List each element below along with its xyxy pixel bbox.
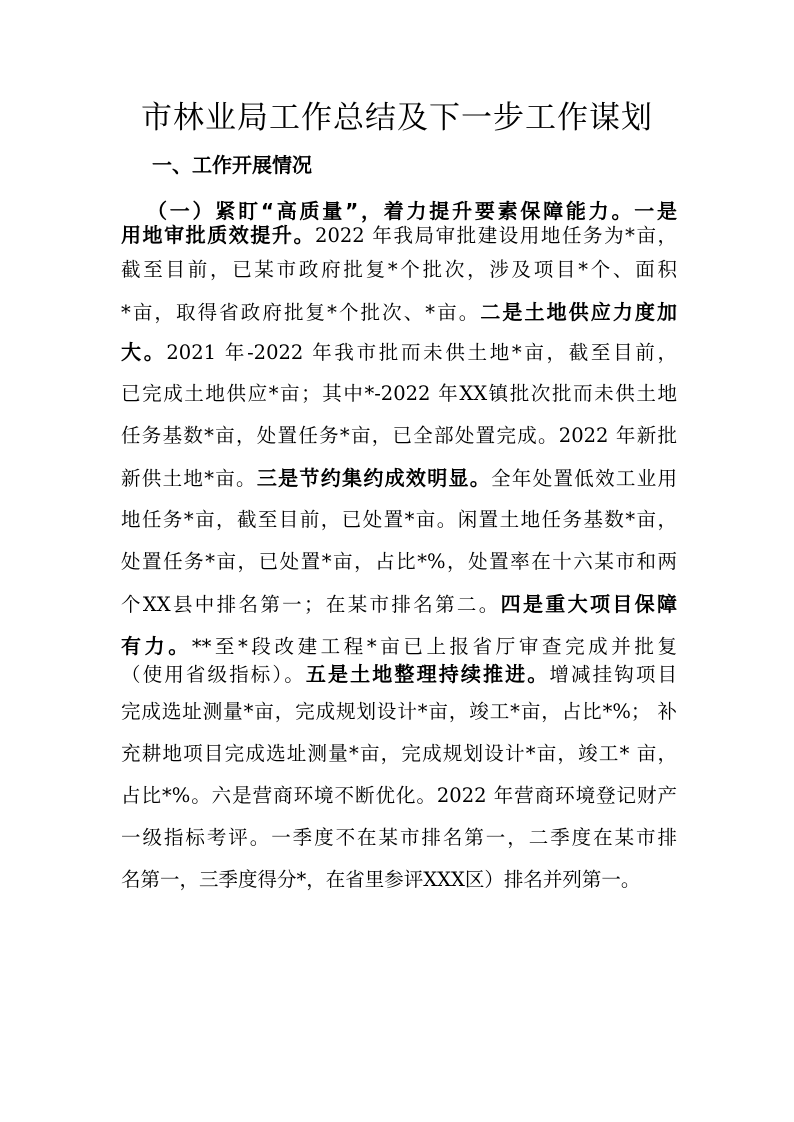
body-text: 名第一，三季度得分*，在省里参评XXX区）排名并列第一。 xyxy=(121,868,641,891)
paragraph-line xyxy=(121,422,677,450)
paragraph-line xyxy=(121,256,677,284)
paragraph-line xyxy=(121,632,677,661)
paragraph-line xyxy=(121,548,677,576)
body-text: 2022 年我局审批建设用地任务为*亩， xyxy=(315,224,678,247)
bold-lead-text: 用地审批质效提升。 xyxy=(121,223,316,247)
bold-lead-text: 四是重大项目保障 xyxy=(500,592,678,616)
body-text: 地任务*亩，截至目前，已处置*亩。闲置土地任务基数*亩， xyxy=(121,508,677,531)
body-text: 个XX县中排名第一；在某市排名第二。 xyxy=(121,593,501,616)
paragraph-line xyxy=(121,782,677,810)
paragraph-line xyxy=(121,464,677,493)
body-text: 新供土地*亩。 xyxy=(121,467,257,490)
body-text: （使用省级指标）。 xyxy=(121,663,306,686)
paragraph-line xyxy=(121,298,677,327)
paragraph-line xyxy=(121,221,677,250)
paragraph-line xyxy=(121,380,677,408)
paragraph-line xyxy=(121,740,677,768)
bold-lead-text: 三是节约集约成效明显。 xyxy=(256,466,492,490)
paragraph-line xyxy=(121,698,677,726)
paragraph-line xyxy=(121,866,677,894)
body-text: 充耕地项目完成选址测量*亩，完成规划设计*亩，竣工* 亩， xyxy=(121,742,677,765)
body-text: 2021 年-2022 年我市批而未供土地*亩，截至目前， xyxy=(166,341,677,364)
body-text: 已完成土地供应*亩；其中*-2022 年XX镇批次批而未供土地 xyxy=(121,382,677,405)
paragraph-line xyxy=(121,338,677,367)
paragraph-line xyxy=(121,590,677,619)
body-text: 全年处置低效工业用 xyxy=(491,467,677,490)
paragraph-line xyxy=(121,506,677,534)
bold-lead-text: 有力。 xyxy=(121,634,192,658)
body-text: 占比*%。六是营商环境不断优化。2022 年营商环境登记财产 xyxy=(121,784,677,807)
section-heading: 一、工作开展情况 xyxy=(152,153,312,177)
document-title: 市林业局工作总结及下一步工作谋划 xyxy=(141,100,653,136)
paragraph-line xyxy=(121,660,677,689)
body-text: 增减挂钩项目 xyxy=(549,663,677,686)
bold-lead-text: 大。 xyxy=(121,340,167,364)
body-text: **至*段改建工程*亩已上报省厅审查完成并批复 xyxy=(191,635,677,658)
body-text: 截至目前，已某市政府批复*个批次，涉及项目*个、面积 xyxy=(121,258,677,281)
body-text: 一级指标考评。一季度不在某市排名第一，二季度在某市排 xyxy=(121,826,677,849)
body-text: 处置任务*亩，已处置*亩，占比*%，处置率在十六某市和两 xyxy=(121,550,677,573)
body-text: *亩，取得省政府批复*个批次、*亩。 xyxy=(121,301,481,324)
bold-lead-text: （一）紧盯“高质量”，着力提升要素保障能力。一是 xyxy=(147,199,677,223)
body-text: 完成选址测量*亩，完成规划设计*亩，竣工*亩，占比*%； 补 xyxy=(121,700,677,723)
body-text: 任务基数*亩，处置任务*亩，已全部处置完成。2022 年新批 xyxy=(121,424,677,447)
paragraph-line xyxy=(121,824,677,852)
bold-lead-text: 二是土地供应力度加 xyxy=(480,300,677,324)
bold-lead-text: 五是土地整理持续推进。 xyxy=(305,662,550,686)
